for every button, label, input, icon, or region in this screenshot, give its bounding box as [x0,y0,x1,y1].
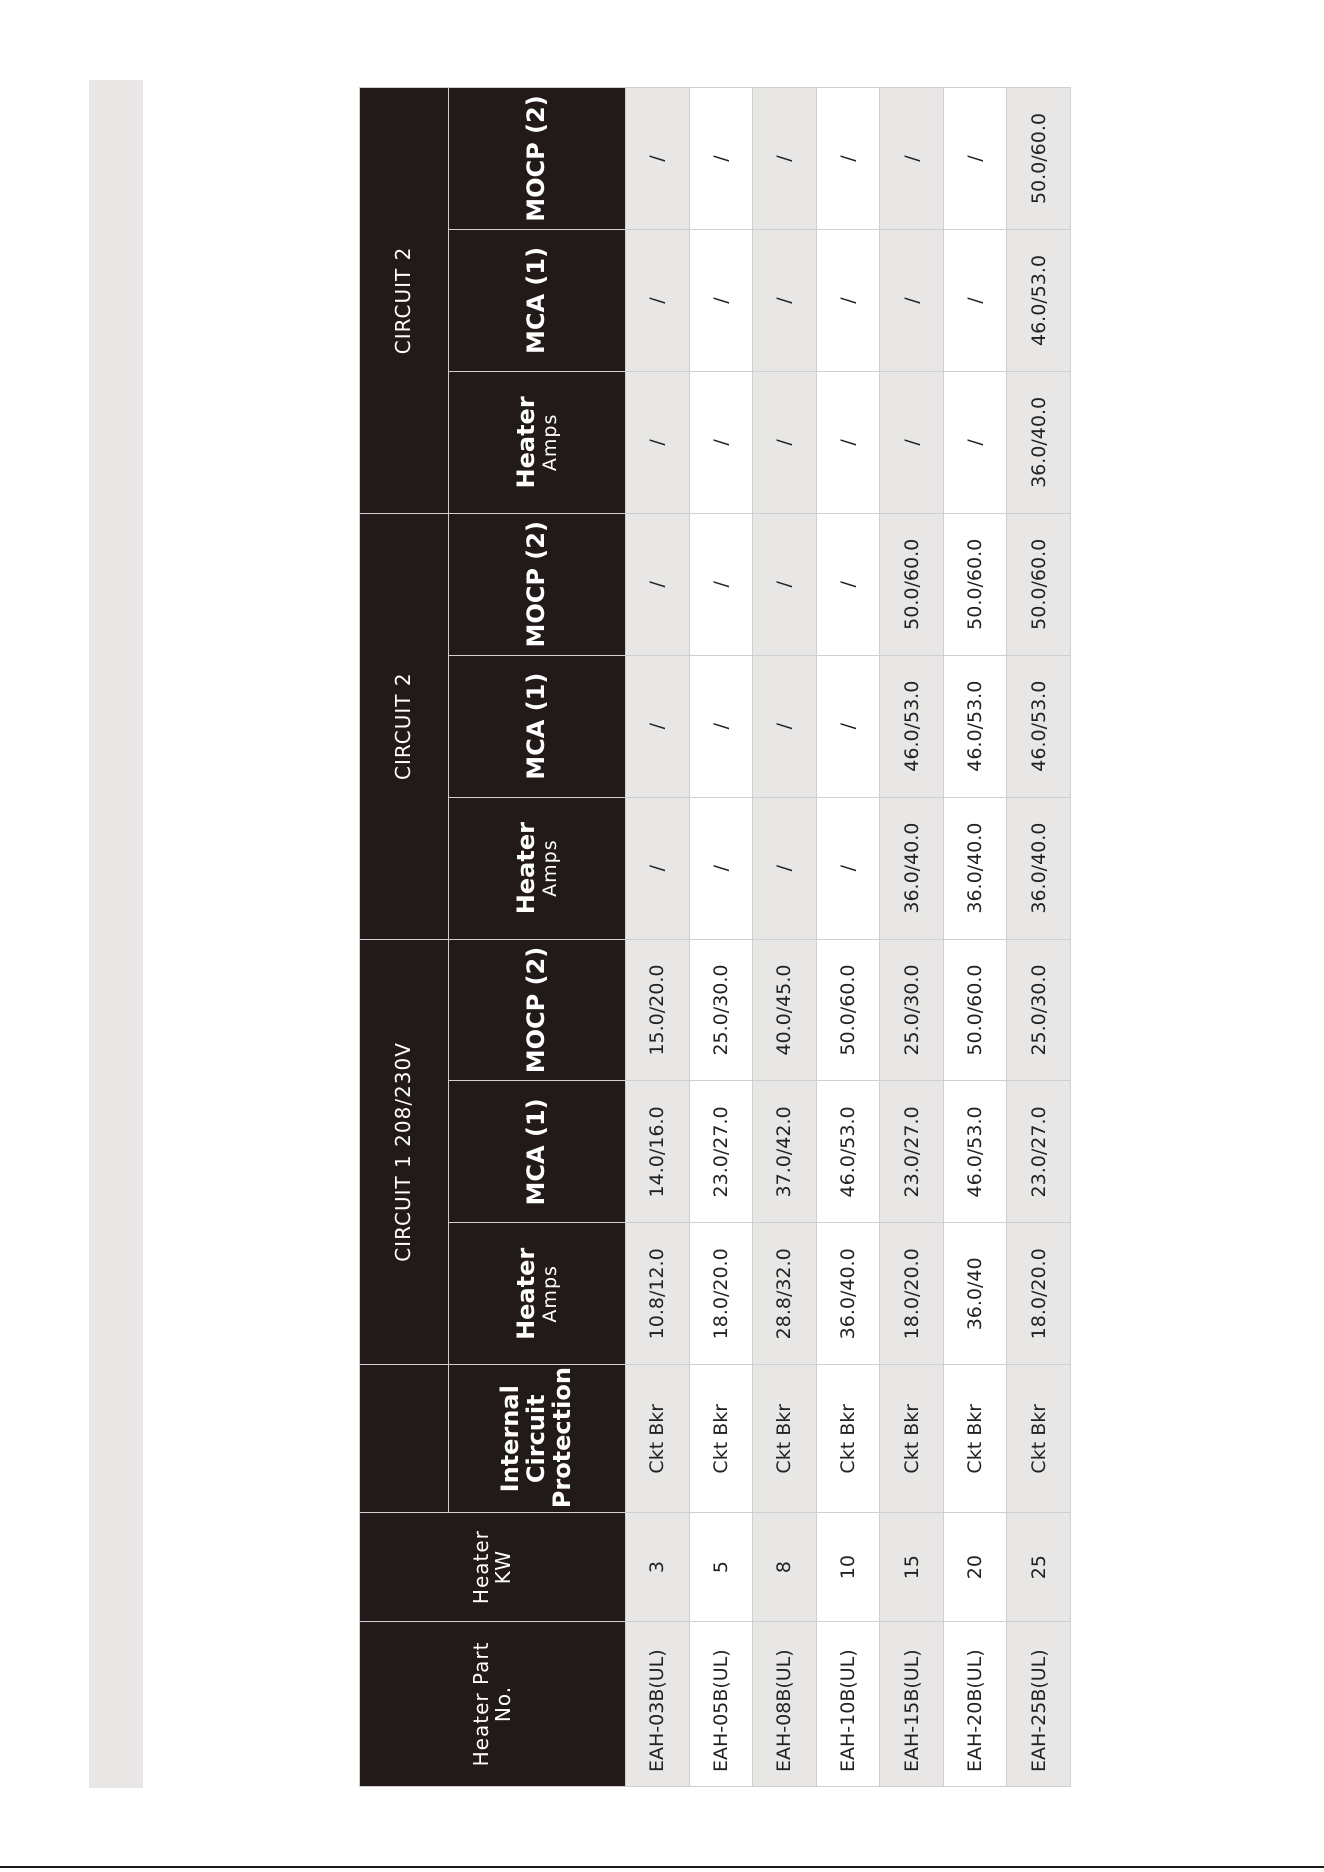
bottom-rule [0,1866,1324,1868]
table-cell: 40.0/45.0 [753,939,817,1081]
table-cell: / [943,88,1007,230]
table-cell: 10.8/12.0 [626,1223,690,1365]
part-number-cell: EAH-25B(UL) [1007,1621,1071,1786]
table-cell: Ckt Bkr [943,1365,1007,1513]
part-number-cell: EAH-20B(UL) [943,1621,1007,1786]
table-row [626,88,690,1787]
header-mocp: MOCP (2) [449,513,626,655]
table-cell: / [689,797,753,939]
header-protection-top [360,1365,449,1513]
header-part-no: Heater Part No. [360,1621,626,1786]
table-cell: / [753,230,817,372]
table-cell: 50.0/60.0 [1007,88,1071,230]
header-heater-amps [449,371,626,513]
table-cell: 18.0/20.0 [689,1223,753,1365]
table-row [880,88,944,1787]
table-cell: 3 [626,1513,690,1622]
table-cell: 36.0/40 [943,1223,1007,1365]
table-cell: 46.0/53.0 [943,655,1007,797]
table-cell: 46.0/53.0 [816,1081,880,1223]
left-margin-band [89,80,143,1788]
table-cell: 15 [880,1513,944,1622]
table-cell: 36.0/40.0 [1007,371,1071,513]
header-protection: Internal Circuit Protection [449,1365,626,1513]
table-cell: / [689,513,753,655]
header-amps-label: Amps [538,1265,561,1323]
table-cell: Ckt Bkr [753,1365,817,1513]
table-cell: / [626,230,690,372]
header-heater-label: Heater [511,396,540,489]
table-cell: 20 [943,1513,1007,1622]
part-number-cell: EAH-03B(UL) [626,1621,690,1786]
header-circuit-2b: CIRCUIT 2 [360,88,449,514]
table-cell: 10 [816,1513,880,1622]
table-cell: / [943,230,1007,372]
table-cell: 15.0/20.0 [626,939,690,1081]
part-number-cell: EAH-10B(UL) [816,1621,880,1786]
table-cell: Ckt Bkr [626,1365,690,1513]
table-cell: 46.0/53.0 [943,1081,1007,1223]
table-cell: 50.0/60.0 [943,939,1007,1081]
header-heater-label: Heater [511,1247,540,1340]
header-amps-label: Amps [538,413,561,472]
header-mca: MCA (1) [449,655,626,797]
header-heater-amps [449,797,626,939]
table-cell: 46.0/53.0 [1007,655,1071,797]
table-cell: / [626,797,690,939]
table-cell: Ckt Bkr [1007,1365,1071,1513]
header-mocp: MOCP (2) [449,88,626,230]
table-cell: 25.0/30.0 [1007,939,1071,1081]
table-cell: 50.0/60.0 [816,939,880,1081]
header-mocp: MOCP (2) [449,939,626,1081]
table-cell: 36.0/40.0 [1007,797,1071,939]
table-cell: / [689,371,753,513]
table-cell: 5 [689,1513,753,1622]
table-cell: 36.0/40.0 [816,1223,880,1365]
table-cell: / [753,655,817,797]
table-cell: 23.0/27.0 [689,1081,753,1223]
part-number-cell: EAH-05B(UL) [689,1621,753,1786]
table-cell: / [626,513,690,655]
table-cell: / [880,88,944,230]
table-row [689,88,753,1787]
table-cell: 36.0/40.0 [943,797,1007,939]
table-cell: 37.0/42.0 [753,1081,817,1223]
header-circuit-1: CIRCUIT 1 208/230V [360,939,449,1365]
header-heater-label: Heater [511,822,540,915]
header-amps-label: Amps [538,839,561,897]
table-cell: 25 [1007,1513,1071,1622]
table-cell: 25.0/30.0 [689,939,753,1081]
table-cell: / [626,371,690,513]
rotated-table-container [359,87,1071,1787]
header-heater-amps [449,1223,626,1365]
table-cell: Ckt Bkr [816,1365,880,1513]
table-cell: / [880,230,944,372]
table-cell: / [816,655,880,797]
table-cell: 28.8/32.0 [753,1223,817,1365]
table-cell: Ckt Bkr [689,1365,753,1513]
heater-spec-table-frame [359,87,1071,1787]
table-cell: / [753,797,817,939]
table-cell: 50.0/60.0 [943,513,1007,655]
table-cell: 8 [753,1513,817,1622]
table-cell: / [689,655,753,797]
table-cell: 50.0/60.0 [880,513,944,655]
header-mca: MCA (1) [449,1081,626,1223]
table-row [753,88,817,1787]
part-number-cell: EAH-08B(UL) [753,1621,817,1786]
table-cell: 36.0/40.0 [880,797,944,939]
table-cell: / [689,88,753,230]
table-cell: / [816,88,880,230]
table-cell: 23.0/27.0 [880,1081,944,1223]
table-cell: / [943,371,1007,513]
table-cell: / [626,655,690,797]
table-cell: / [753,88,817,230]
header-group-row [360,88,449,1787]
table-cell: / [626,88,690,230]
header-heater-kw: Heater KW [360,1513,626,1622]
table-cell: / [753,513,817,655]
table-body [626,88,1071,1787]
table-cell: 14.0/16.0 [626,1081,690,1223]
table-cell: / [816,371,880,513]
table-cell: / [816,230,880,372]
table-cell: / [880,371,944,513]
table-cell: / [816,797,880,939]
table-cell: 18.0/20.0 [880,1223,944,1365]
header-mca: MCA (1) [449,230,626,372]
heater-spec-table [359,87,1071,1787]
table-cell: / [689,230,753,372]
table-cell: / [753,371,817,513]
part-number-cell: EAH-15B(UL) [880,1621,944,1786]
table-cell: 46.0/53.0 [880,655,944,797]
table-cell: 25.0/30.0 [880,939,944,1081]
table-cell: 23.0/27.0 [1007,1081,1071,1223]
table-row [943,88,1007,1787]
table-cell: 46.0/53.0 [1007,230,1071,372]
table-row [1007,88,1071,1787]
table-cell: / [816,513,880,655]
table-cell: 50.0/60.0 [1007,513,1071,655]
header-circuit-2a: CIRCUIT 2 [360,513,449,939]
table-row [816,88,880,1787]
table-cell: Ckt Bkr [880,1365,944,1513]
table-cell: 18.0/20.0 [1007,1223,1071,1365]
